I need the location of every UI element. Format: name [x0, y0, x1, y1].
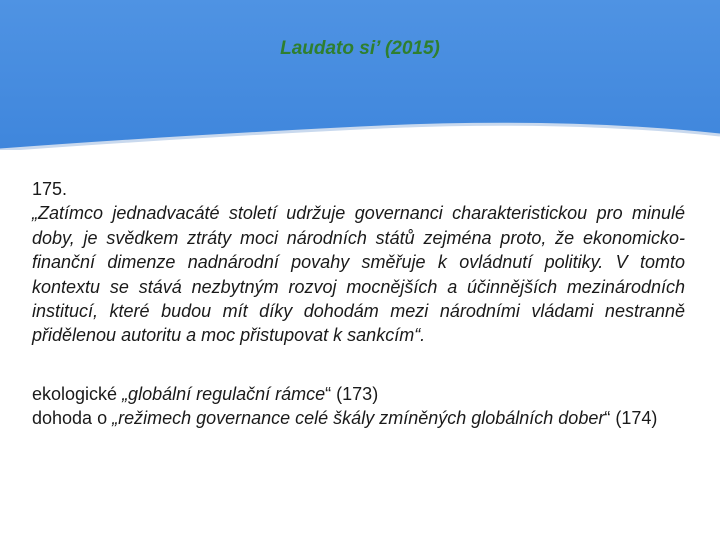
slide-title: Laudato si’ (2015) [280, 38, 440, 59]
spacer [32, 348, 685, 382]
list-item-agreement [32, 406, 685, 430]
list-item-ecological [32, 382, 685, 406]
header-band [0, 0, 720, 150]
list-item-suffix: “ (173) [325, 383, 379, 404]
list-item-prefix: ekologické [32, 383, 123, 404]
list-item-emphasis: „globální regulační rámce [122, 383, 326, 404]
header-wave-shape [0, 0, 720, 150]
slide-content [32, 177, 685, 431]
list-item-prefix: dohoda o [32, 408, 113, 429]
list-item-emphasis: „režimech governance celé škály zmíněných globálních dober [112, 408, 605, 429]
paragraph-number: 175. [32, 179, 68, 199]
list-item-suffix: “ (174) [604, 408, 658, 429]
quote-paragraph: „Zatímco jednadvacáté století udržuje governanci charakteristickou pro minulé doby, je svědkem ztráty moci národních států zejména proto, že ekonomicko-finanční dimenze nadnárodní povahy směřuje k ovládnutí politiky. V tomto kontextu se stává nezbytným rozvoj mocnějších a účinnějších mezinárodních institucí, které budou mít díky dohodám mezi národními vládami nestranně přidělenou autoritu a moc přistupovat k sankcím“. [32, 203, 685, 346]
